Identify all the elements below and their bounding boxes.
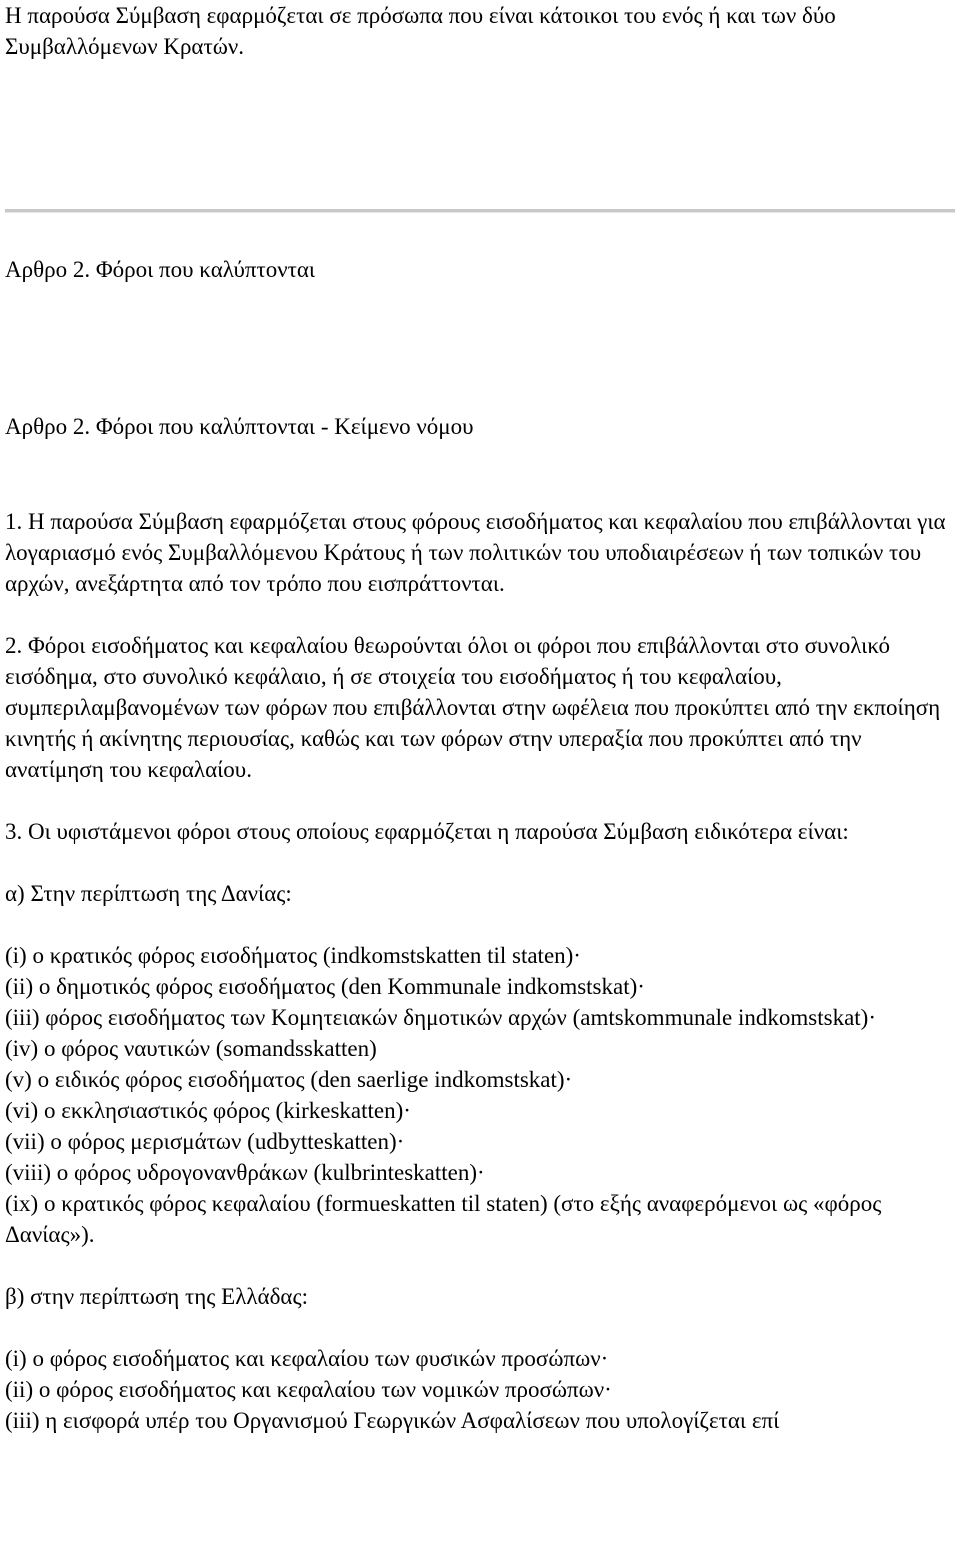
greece-heading: β) στην περίπτωση της Ελλάδας:	[5, 1284, 308, 1309]
article-heading: Αρθρο 2. Φόροι που καλύπτονται	[5, 257, 316, 282]
horizontal-divider	[5, 209, 955, 213]
list-item: (ix) ο κρατικός φόρος κεφαλαίου (formueskatten til staten) (στο εξής αναφερόμενοι ως «φόρος Δανίας»).	[5, 1191, 882, 1247]
list-item: (vii) ο φόρος μερισμάτων (udbytteskatten)·	[5, 1129, 405, 1154]
article-body	[5, 506, 955, 1467]
article-text-heading: Αρθρο 2. Φόροι που καλύπτονται - Κείμενο νόμου	[5, 414, 474, 439]
list-item: (i) ο φόρος εισοδήματος και κεφαλαίου των φυσικών προσώπων·	[5, 1346, 609, 1371]
denmark-heading: α) Στην περίπτωση της Δανίας:	[5, 881, 292, 906]
list-item: (iii) η εισφορά υπέρ του Οργανισμού Γεωργικών Ασφαλίσεων που υπολογίζεται επί	[5, 1408, 780, 1433]
paragraph-1: 1. Η παρούσα Σύμβαση εφαρμόζεται στους φόρους εισοδήματος και κεφαλαίου που επιβάλλονται για λογαριασμό ενός Συμβαλλόμενου Κράτους ή των πολιτικών του υποδιαιρέσεων ή των τοπικών του αρχών, ανεξάρτητα από τον τρόπο που εισπράττονται.	[5, 509, 946, 596]
list-item: (iii) φόρος εισοδήματος των Κομητειακών δημοτικών αρχών (amtskommunale indkomstskat)·	[5, 1005, 877, 1030]
paragraph-3: 3. Οι υφιστάμενοι φόροι στους οποίους εφαρμόζεται η παρούσα Σύμβαση ειδικότερα είναι:	[5, 819, 849, 844]
list-item: (v) ο ειδικός φόρος εισοδήματος (den saerlige indkomstskat)·	[5, 1067, 573, 1092]
list-item: (iv) ο φόρος ναυτικών (somandsskatten)	[5, 1036, 377, 1061]
intro-paragraph: Η παρούσα Σύμβαση εφαρμόζεται σε πρόσωπα που είναι κάτοικοι του ενός ή και των δύο Συμβαλλόμενων Κρατών.	[5, 3, 836, 59]
greece-tax-list	[5, 1343, 955, 1436]
list-item: (i) ο κρατικός φόρος εισοδήματος (indkomstskatten til staten)·	[5, 943, 581, 968]
list-item: (ii) ο φόρος εισοδήματος και κεφαλαίου των νομικών προσώπων·	[5, 1377, 612, 1402]
list-item: (viii) ο φόρος υδρογονανθράκων (kulbrinteskatten)·	[5, 1160, 485, 1185]
list-item: (vi) ο εκκλησιαστικός φόρος (kirkeskatten)·	[5, 1098, 411, 1123]
denmark-tax-list	[5, 940, 955, 1250]
list-item: (ii) ο δημοτικός φόρος εισοδήματος (den Kommunale indkomstskat)·	[5, 974, 645, 999]
paragraph-2: 2. Φόροι εισοδήματος και κεφαλαίου θεωρούνται όλοι οι φόροι που επιβάλλονται στο συνολικό εισόδημα, στο συνολικό κεφάλαιο, ή σε στοιχεία του εισοδήματος ή του κεφαλαίου, συμπεριλαμβανομένων των φόρων που επιβάλλονται στην ωφέλεια που προκύπτει από την εκποίηση κινητής ή ακίνητης περιουσίας, καθώς και των φόρων στην υπεραξία που προκύπτει από την ανατίμηση του κεφαλαίου.	[5, 633, 941, 782]
